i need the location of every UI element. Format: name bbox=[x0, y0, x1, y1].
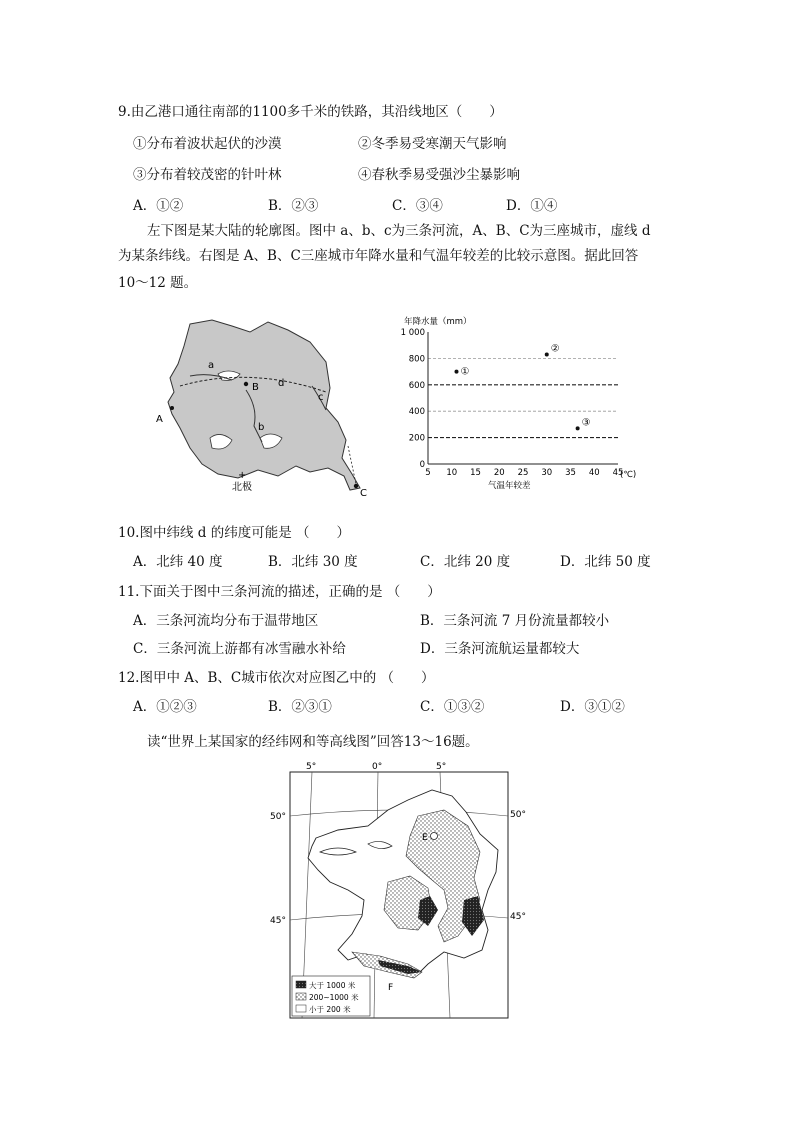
q9-statement-4: ④春秋季易受强沙尘暴影响 bbox=[358, 167, 520, 183]
data-point-label-3: ③ bbox=[581, 417, 591, 429]
q11-option-a: A．三条河流均分布于温带地区 bbox=[133, 613, 319, 629]
y-tick-label: 0 bbox=[419, 460, 425, 470]
q9-option-a: A．①② bbox=[133, 198, 184, 214]
data-point-label-2: ② bbox=[550, 343, 560, 355]
legend-label-mid: 200~1000 米 bbox=[309, 993, 359, 1002]
precip-temp-chart bbox=[398, 312, 658, 492]
y-tick-label: 400 bbox=[408, 407, 425, 418]
continent-map bbox=[150, 318, 380, 498]
intro1-line1: 左下图是某大陆的轮廓图。图中 a、b、c为三条河流，A、B、C为三座城市，虚线 d bbox=[147, 223, 651, 239]
lat-label-45-left: 45° bbox=[270, 916, 286, 926]
q12-option-c: C．①③② bbox=[420, 699, 485, 715]
q9-option-d: D．①④ bbox=[506, 198, 558, 214]
x-tick-label: 35 bbox=[565, 468, 576, 478]
city-c-dot bbox=[354, 484, 358, 488]
north-pole-label: 北极 bbox=[232, 482, 252, 493]
intro1-line3: 10～12 题。 bbox=[118, 275, 198, 291]
y-tick-label: 200 bbox=[408, 433, 425, 444]
north-pole-mark: + bbox=[238, 470, 247, 481]
data-point-3 bbox=[576, 426, 580, 430]
q11-option-b: B．三条河流 7 月份流量都较小 bbox=[420, 613, 610, 629]
lat-label-45-right: 45° bbox=[510, 912, 526, 922]
river-label-c: c bbox=[318, 392, 324, 403]
latitude-label-d: d bbox=[278, 378, 285, 389]
x-tick-label: 25 bbox=[517, 468, 529, 478]
legend-swatch-low bbox=[296, 1005, 306, 1012]
lon-label-5w: 5° bbox=[306, 762, 317, 772]
q12-option-a: A．①②③ bbox=[133, 699, 197, 715]
q11-option-d: D．三条河流航运量都较大 bbox=[420, 641, 580, 657]
x-tick-label: 15 bbox=[470, 468, 481, 478]
x-tick-label: 45 bbox=[612, 468, 624, 478]
data-point-label-1: ① bbox=[460, 366, 470, 378]
y-tick-label: 800 bbox=[408, 354, 425, 365]
point-label-f: F bbox=[388, 983, 394, 993]
point-label-e: E bbox=[422, 833, 428, 843]
continent-landmass bbox=[168, 320, 360, 490]
lat-label-50-right: 50° bbox=[510, 810, 526, 820]
intro2-text: 读“世界上某国家的经纬网和等高线图”回答13～16题。 bbox=[147, 734, 479, 750]
x-tick-label: 40 bbox=[588, 468, 600, 478]
legend-swatch-mid bbox=[296, 993, 306, 1000]
lon-label-5e: 5° bbox=[436, 762, 447, 772]
data-point-1 bbox=[455, 370, 459, 374]
q12-option-d: D．③①② bbox=[560, 699, 625, 715]
q9-statement-1: ①分布着波状起伏的沙漠 bbox=[133, 136, 282, 152]
y-tick-label: 1 000 bbox=[400, 328, 425, 338]
data-point-2 bbox=[545, 352, 549, 356]
x-tick-label: 5 bbox=[425, 468, 431, 478]
x-tick-label: 10 bbox=[446, 468, 458, 478]
chart-x-unit: (℃) bbox=[620, 470, 637, 480]
intro1-line2: 为某条纬线。右图是 A、B、C三座城市年降水量和气温年较差的比较示意图。据此回答 bbox=[118, 248, 639, 264]
q10-option-d: D．北纬 50 度 bbox=[560, 554, 651, 570]
q11-option-c: C．三条河流上游都有冰雪融水补给 bbox=[133, 641, 346, 657]
q9-stem: 9.由乙港口通往南部的1100多千米的铁路，其沿线地区（ ） bbox=[118, 104, 503, 120]
q12-option-b: B．②③① bbox=[268, 699, 332, 715]
chart-ylabel: 年降水量（mm） bbox=[404, 317, 472, 327]
city-a-dot bbox=[170, 406, 174, 410]
lon-label-0: 0° bbox=[372, 762, 383, 772]
x-tick-label: 20 bbox=[493, 468, 505, 478]
q9-statement-3: ③分布着较茂密的针叶林 bbox=[133, 167, 282, 183]
city-label-a: A bbox=[156, 414, 163, 425]
legend-label-low: 小于 200 米 bbox=[309, 1005, 351, 1014]
q10-stem: 10.图中纬线 d 的纬度可能是 （ ） bbox=[118, 525, 350, 541]
river-label-a: a bbox=[208, 360, 215, 371]
city-label-c: C bbox=[360, 488, 367, 498]
lat-label-50-left: 50° bbox=[270, 812, 286, 822]
chart-xlabel: 气温年较差 bbox=[488, 481, 531, 491]
legend-swatch-high bbox=[296, 981, 306, 988]
y-tick-label: 600 bbox=[408, 380, 425, 391]
q11-stem: 11.下面关于图中三条河流的描述，正确的是 （ ） bbox=[118, 584, 441, 600]
legend-label-high: 大于 1000 米 bbox=[309, 981, 356, 990]
q10-option-a: A．北纬 40 度 bbox=[133, 554, 223, 570]
q10-option-b: B．北纬 30 度 bbox=[268, 554, 358, 570]
river-label-b: b bbox=[258, 422, 265, 433]
point-e-marker bbox=[431, 833, 438, 840]
q10-option-c: C．北纬 20 度 bbox=[420, 554, 511, 570]
q9-statement-2: ②冬季易受寒潮天气影响 bbox=[358, 136, 507, 152]
city-label-b: B bbox=[252, 382, 259, 393]
x-tick-label: 30 bbox=[541, 468, 553, 478]
q12-stem: 12.图甲中 A、B、C城市依次对应图乙中的 （ ） bbox=[118, 670, 435, 686]
city-b-dot bbox=[244, 382, 248, 386]
q9-option-b: B．②③ bbox=[268, 198, 319, 214]
q9-option-c: C．③④ bbox=[392, 198, 443, 214]
country-map bbox=[268, 760, 530, 1022]
